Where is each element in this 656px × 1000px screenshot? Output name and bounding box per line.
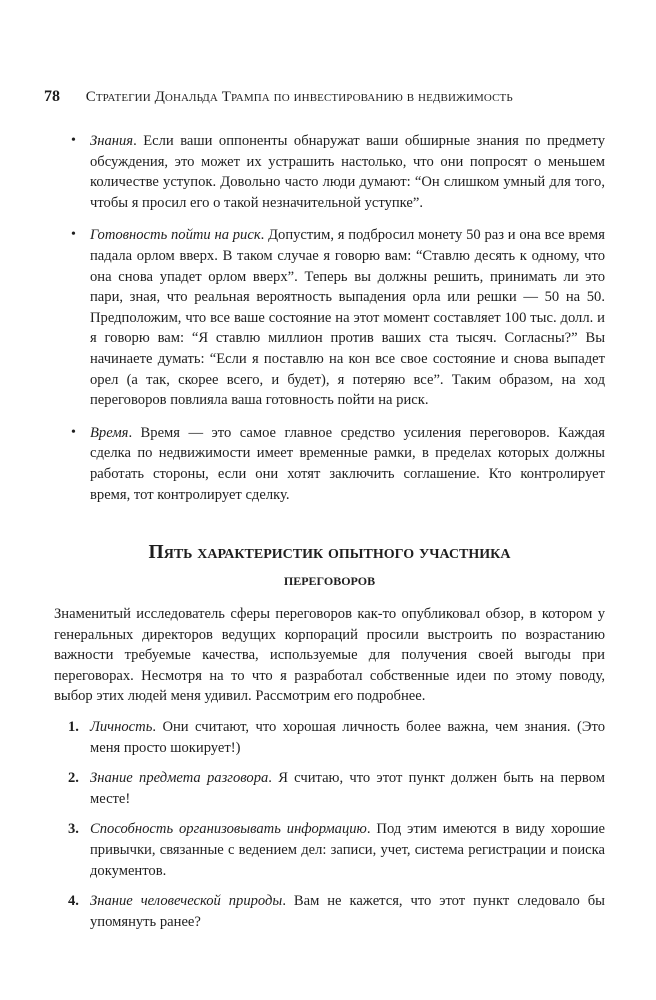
quality-term: Знание предмета разговора [90, 770, 269, 787]
quality-term: Знание человеческой природы [90, 893, 283, 910]
running-title: Стратегии Дональда Трампа по инвестированию в недвижимость [85, 89, 513, 105]
quality-term: Способность организовывать информацию [90, 821, 367, 838]
qualities-list [54, 717, 605, 932]
quality-number: 3. [68, 821, 79, 838]
quality-text: . Я считаю, что этот пункт должен быть на первом месте! [90, 770, 605, 807]
quality-item [54, 717, 605, 758]
quality-text: . Под этим имеются в виду хорошие привычки, связанные с ведением дел: записи, учет, система регистрации и поиска документов. [90, 821, 605, 879]
quality-number: 2. [68, 770, 79, 787]
bullet-term: Время [90, 424, 129, 441]
bullet-list [54, 131, 605, 505]
section-heading-line2: переговоров [283, 570, 376, 590]
quality-item [54, 768, 605, 809]
quality-item [54, 891, 605, 932]
bullet-text: . Если ваши оппоненты обнаружат ваши обширные знания по предмету обсуждения, это может их устрашить настолько, что они попросят о меньшем количестве уступок. Довольно часто люди думают: “Он слишком умный для того, чтобы я просил его о такой незначительной уступке”. [90, 133, 605, 211]
bullet-item-knowledge [54, 131, 605, 213]
bullet-term: Знания [90, 133, 134, 149]
section-heading [54, 541, 605, 592]
quality-number: 1. [68, 719, 79, 736]
bullet-text: . Время — это самое главное средство усиления переговоров. Каждая сделка по недвижимости имеет временные рамки, в пределах которых должны работать стороны, если они хотят заключить соглашение. Кто контролирует время, тот контролирует сделку. [90, 424, 605, 503]
quality-item [54, 819, 605, 881]
page-content [54, 131, 605, 942]
quality-text: . Вам не кажется, что этот пункт следовало бы упомянуть ранее? [90, 893, 605, 930]
bullet-item-risk [54, 225, 605, 410]
quality-term: Личность [90, 719, 153, 736]
bullet-text: . Допустим, я подбросил монету 50 раз и она все время падала орлом вверх. В таком случае я говорю вам: “Ставлю десять к одному, что она снова упадет орлом вверх”. Теперь вы должны решить, принимать ли это пари, зная, что реальная вероятность выпадения орла или решки — 50 на 50. Предположим, что все ваше состояние на этот момент составляет 100 тыс. долл. и я говорю вам: “Я ставлю миллион против ваших ста тысяч. Согласны?” Вы начинаете думать: “Если я поставлю на кон все свое состояние и снова выпадет орел (а так, скорее всего, и будет), я потеряю все”. Таким образом, на ход переговоров повлияла ваша готовность пойти на риск. [90, 227, 605, 409]
bullet-item-time [54, 423, 605, 505]
intro-paragraph: Знаменитый исследователь сферы переговоров как-то опубликовал обзор, в котором у генеральных директоров ведущих корпораций просили выстроить по возрастанию важности требуемые качества, используемые для получения своей выгоды при переговорах. Несмотря на то что я разработал собственные идеи по этому поводу, выбор этих людей меня удивил. Рассмотрим его подробнее. [54, 606, 605, 705]
quality-number: 4. [68, 893, 79, 910]
running-head [44, 87, 604, 107]
section-heading-line1: Пять характеристик опытного участника [148, 542, 511, 564]
bullet-term: Готовность пойти на риск [90, 227, 261, 244]
page-number: 78 [44, 88, 60, 105]
quality-text: . Они считают, что хорошая личность более важна, чем знания. (Это меня просто шокирует!) [90, 719, 605, 756]
